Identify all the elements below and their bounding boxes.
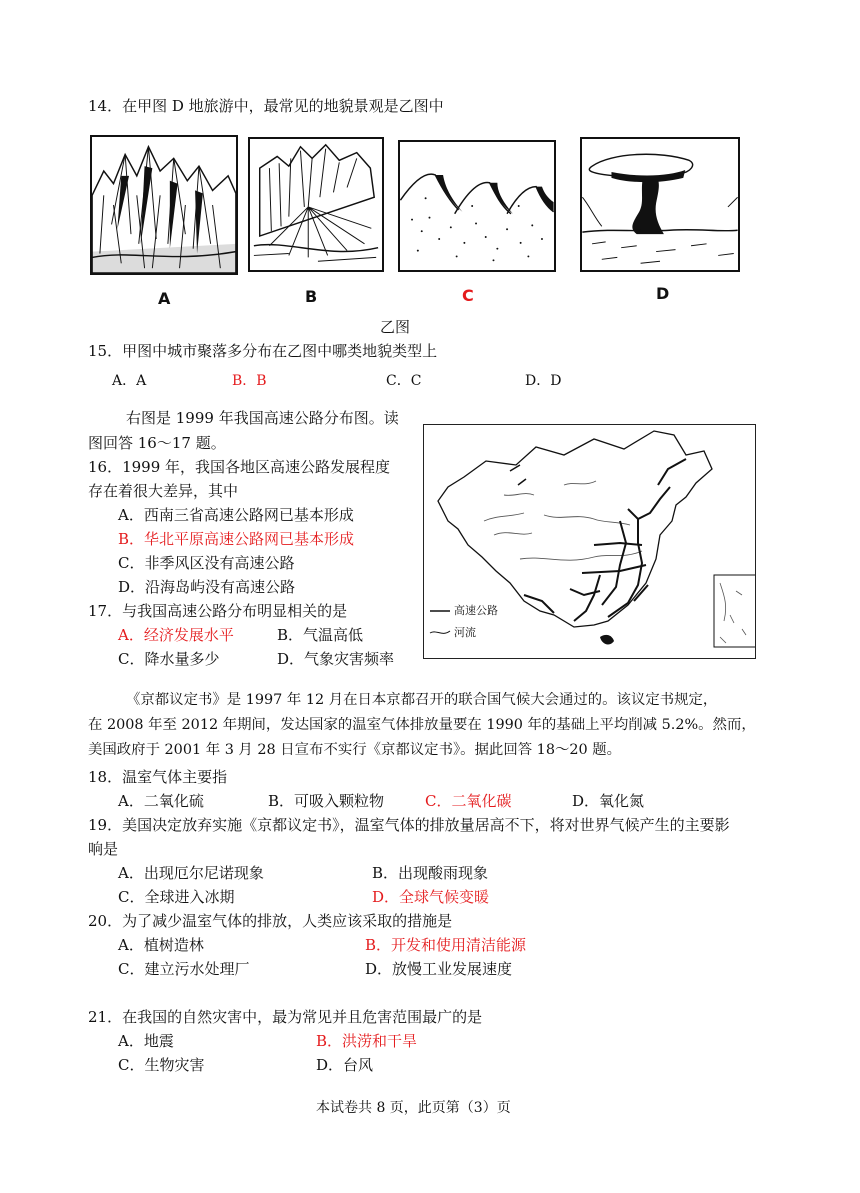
- figure-caption: 乙图: [380, 318, 411, 336]
- q20-option-a[interactable]: A．植树造林: [118, 936, 204, 954]
- q15-option-b[interactable]: B．B: [232, 373, 267, 389]
- q18-option-c[interactable]: C．二氧化碳: [425, 792, 512, 810]
- q16-line2: 存在着很大差异，其中: [88, 482, 239, 500]
- q17-option-d[interactable]: D．气象灾害频率: [277, 650, 395, 668]
- page-footer: 本试卷共 8 页，此页第（3）页: [316, 1100, 511, 1116]
- q20-text: 20．为了减少温室气体的排放，人类应该采取的措施是: [88, 912, 453, 930]
- map-legend-river: 河流: [454, 626, 476, 639]
- intro2-line3: 美国政府于 2001 年 3 月 28 日宣布不实行《京都议定书》。据此回答 18～20 题。: [88, 742, 622, 758]
- intro1-line2: 图回答 16～17 题。: [88, 434, 226, 452]
- map-legend-highway: 高速公路: [454, 604, 498, 617]
- panel-a-mountain-peaks-icon: [90, 135, 238, 275]
- q21-option-a[interactable]: A．地震: [118, 1032, 174, 1050]
- q18-text: 18．温室气体主要指: [88, 768, 228, 786]
- q18-option-b[interactable]: B．可吸入颗粒物: [268, 792, 385, 810]
- intro1-line1: 右图是 1999 年我国高速公路分布图。读: [126, 409, 399, 427]
- q17-option-a[interactable]: A．经济发展水平: [118, 626, 234, 644]
- panel-label-c: C: [462, 286, 474, 305]
- q21-option-d[interactable]: D．台风: [316, 1056, 374, 1074]
- q16-option-a[interactable]: A．西南三省高速公路网已基本形成: [118, 506, 354, 524]
- q20-option-d[interactable]: D．放慢工业发展速度: [365, 960, 513, 978]
- q19-line2: 响是: [88, 840, 119, 858]
- q19-option-c[interactable]: C．全球进入冰期: [118, 888, 235, 906]
- q21-text: 21．在我国的自然灾害中，最为常见并且危害范围最广的是: [88, 1008, 483, 1026]
- panel-label-d: D: [656, 284, 670, 303]
- panel-c-dunes-icon: [398, 140, 556, 272]
- q17-text: 17．与我国高速公路分布明显相关的是: [88, 602, 348, 620]
- panel-label-a: A: [158, 289, 171, 308]
- q15-option-c[interactable]: C．C: [386, 373, 422, 389]
- q20-option-c[interactable]: C．建立污水处理厂: [118, 960, 250, 978]
- panel-label-b: B: [305, 287, 318, 306]
- q19-option-b[interactable]: B．出现酸雨现象: [372, 864, 489, 882]
- q15-option-d[interactable]: D．D: [525, 373, 562, 389]
- q18-option-d[interactable]: D．氧化氮: [572, 792, 645, 810]
- q14-text: 14．在甲图 D 地旅游中，最常见的地貌景观是乙图中: [88, 97, 444, 115]
- q20-option-b[interactable]: B．开发和使用清洁能源: [365, 936, 527, 954]
- q16-line1: 16．1999 年，我国各地区高速公路发展程度: [88, 458, 391, 476]
- q19-option-a[interactable]: A．出现厄尔尼诺现象: [118, 864, 264, 882]
- q17-option-c[interactable]: C．降水量多少: [118, 650, 220, 668]
- china-outline-icon: [424, 425, 756, 659]
- intro2-line2: 在 2008 年至 2012 年期间，发达国家的温室气体排放量要在 1990 年的基础上平均削减 5.2%。然而，: [88, 717, 756, 733]
- q17-option-b[interactable]: B．气温高低: [277, 626, 364, 644]
- q15-option-a[interactable]: A．A: [112, 373, 147, 389]
- q21-option-b[interactable]: B．洪涝和干旱: [316, 1032, 418, 1050]
- panel-b-alluvial-fan-icon: [248, 137, 384, 272]
- q19-option-d[interactable]: D．全球气候变暖: [372, 888, 490, 906]
- q15-text: 15．甲图中城市聚落多分布在乙图中哪类地貌类型上: [88, 342, 438, 360]
- q16-option-d[interactable]: D．沿海岛屿没有高速公路: [118, 578, 296, 596]
- q18-option-a[interactable]: A．二氧化硫: [118, 792, 204, 810]
- q19-line1: 19．美国决定放弃实施《京都议定书》，温室气体的排放量居高不下，将对世界气候产生的主要影: [88, 816, 730, 834]
- q16-option-b[interactable]: B．华北平原高速公路网已基本形成: [118, 530, 355, 548]
- q16-option-c[interactable]: C．非季风区没有高速公路: [118, 554, 295, 572]
- intro2-line1: 《京都议定书》是 1997 年 12 月在日本京都召开的联合国气候大会通过的。该议定书规定，: [126, 692, 718, 708]
- china-highway-map: [423, 424, 756, 659]
- q21-option-c[interactable]: C．生物灾害: [118, 1056, 205, 1074]
- panel-d-mushroom-rock-icon: [580, 137, 740, 272]
